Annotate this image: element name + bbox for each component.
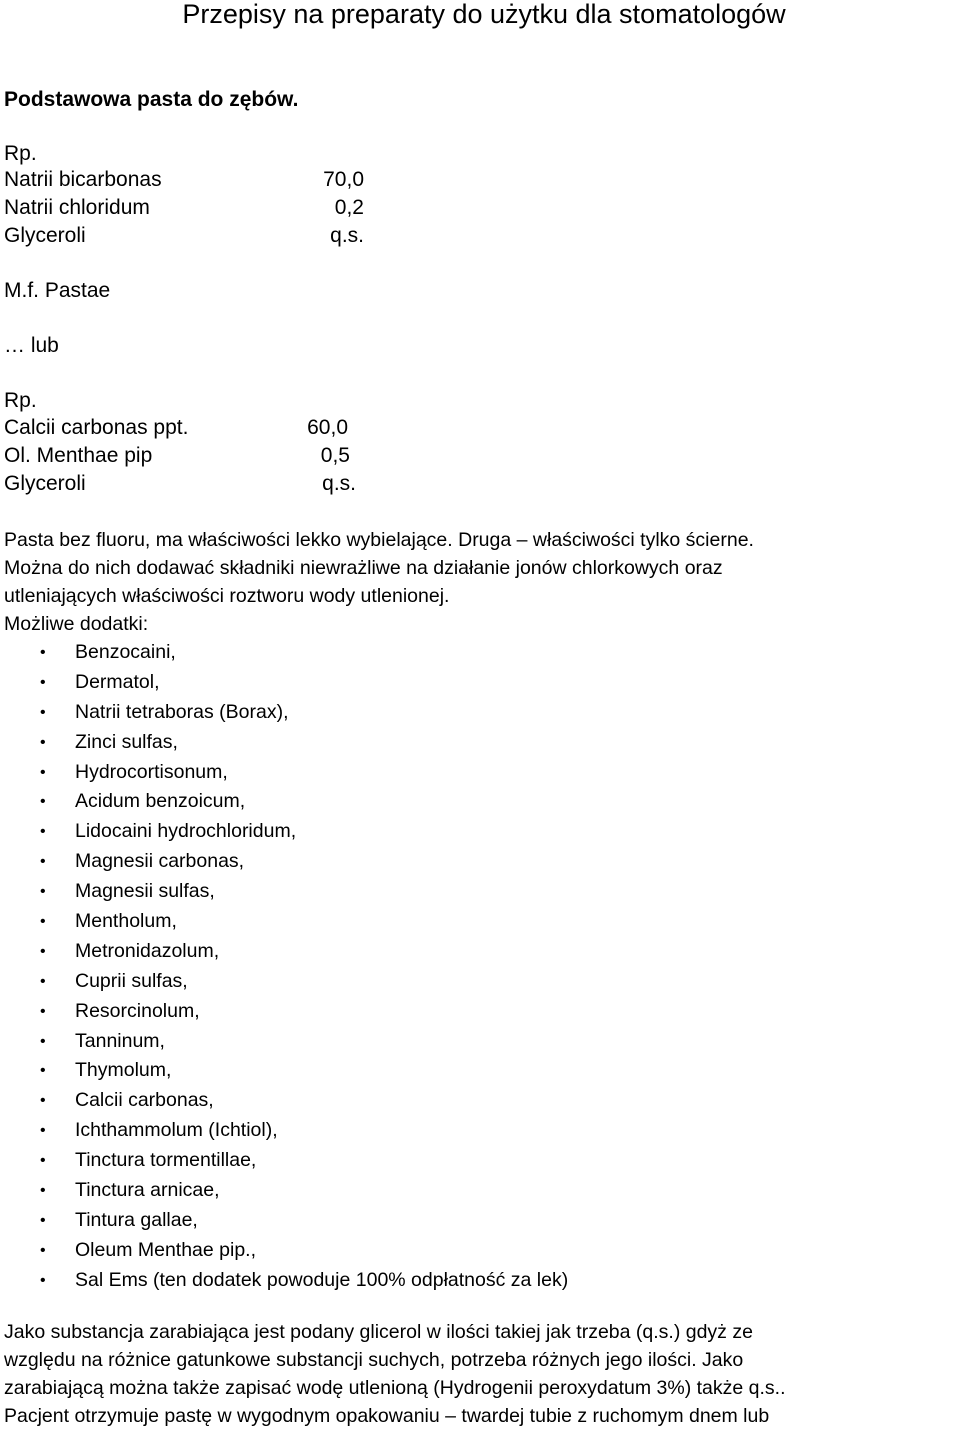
bullet-icon: • bbox=[40, 1152, 46, 1170]
bullet-icon: • bbox=[40, 673, 46, 691]
bullet-icon: • bbox=[40, 1182, 46, 1200]
document-page: Przepisy na preparaty do użytku dla stomatologów Podstawowa pasta do zębów. Rp. Natrii bicarbonas 70,0 Natrii chloridum 0,2 Glyceroli q.s. M.f. Pastae … lub Rp. Calcii carbonas ppt. 60,0 Ol. Menthae pip 0,5 Glyceroli q.s. Pasta bez fluoru, ma właściwości lekko wybielające. Druga – właściwości tylko ścierne. Można do nich dodawać składniki niewrażliwe na działanie jonów chlorkowych oraz utleniających właściwości roztworu wody utlenionej. Możliwe dodatki: • Benzocaini, • Dermatol, • Natrii tetraboras (Borax), • Zinci sulfas, • Hydrocortisonum, • Acidum benzoicum, • Lidocaini hydrochloridum, • Magnesii carbonas, • Magnesii sulfas, • Mentholum, • Metronidazolum, • Cuprii sulfas, • Resorcinolum, • Tanninum, • Thymolum, • Calcii carbonas, • Ichthammolum (Ichtiol), • Tinctura tormentillae, • Tinctura arnicae, • Tintura gallae, • Oleum Menthae pip., • Sal Ems (ten dodatek powoduje 100% odpłatność za lek) Jako substancja zarabiająca jest podany glicerol w ilości takiej jak trzeba (q.s.) gdyż ze względu na różnice gatunkowe substancji suchych, potrzeba różnych jego ilości. Jako zarabiającą można także zapisać wodę utlenioną (Hydrogenii peroxydatum 3%) także q.s.. Pacjent otrzymuje pastę w wygodnym opakowaniu – twardej tubie z ruchomym dnem lub bbox=[0, 0, 960, 1432]
ingredient-name: Glyceroli bbox=[4, 224, 86, 247]
section-heading: Podstawowa pasta do zębów. bbox=[4, 88, 299, 111]
or-text: … lub bbox=[4, 334, 59, 357]
bullet-icon: • bbox=[40, 853, 46, 871]
bullet-icon: • bbox=[40, 644, 46, 661]
bullet-icon: • bbox=[40, 913, 46, 931]
additives-intro: Możliwe dodatki: bbox=[4, 613, 149, 635]
ingredient-qty: 60,0 bbox=[307, 416, 348, 439]
ingredient-qty: q.s. bbox=[330, 224, 364, 247]
bullet-icon: • bbox=[40, 733, 46, 751]
ingredient-name: Glyceroli bbox=[4, 472, 86, 495]
recipe2-rp: Rp. bbox=[4, 389, 37, 412]
bullet-icon: • bbox=[40, 1032, 46, 1050]
paragraph-line: utleniających właściwości roztworu wody utlenionej. bbox=[4, 585, 450, 607]
bullet-icon: • bbox=[40, 823, 46, 841]
ingredient-qty: 70,0 bbox=[323, 168, 364, 191]
recipe1-row bbox=[4, 222, 364, 250]
bullet-icon: • bbox=[40, 1062, 46, 1080]
recipe1-row bbox=[4, 166, 364, 194]
paragraph-line: Jako substancja zarabiająca jest podany glicerol w ilości takiej jak trzeba (q.s.) gdyż ze bbox=[4, 1321, 753, 1343]
bullet-icon: • bbox=[40, 1002, 46, 1020]
bullet-icon: • bbox=[40, 793, 46, 811]
recipe2-row bbox=[4, 470, 356, 498]
bullet-icon: • bbox=[40, 883, 46, 901]
ingredient-name: Natrii bicarbonas bbox=[4, 168, 162, 191]
bullet-icon: • bbox=[40, 1211, 46, 1229]
bullet-icon: • bbox=[40, 1092, 46, 1110]
description-paragraph bbox=[4, 526, 954, 638]
bullet-icon: • bbox=[40, 703, 46, 721]
ingredient-name: Ol. Menthae pip bbox=[4, 444, 153, 467]
paragraph-line: Pacjent otrzymuje pastę w wygodnym opakowaniu – twardej tubie z ruchomym dnem lub bbox=[4, 1405, 770, 1427]
closing-paragraph bbox=[4, 1318, 956, 1430]
recipe1-rp: Rp. bbox=[4, 142, 37, 165]
bullet-icon: • bbox=[40, 972, 46, 990]
bullet-icon: • bbox=[40, 942, 46, 960]
recipe2-row bbox=[4, 414, 348, 442]
recipe2-row bbox=[4, 442, 350, 470]
bullet-icon: • bbox=[40, 1241, 46, 1259]
paragraph-line: Pasta bez fluoru, ma właściwości lekko wybielające. Druga – właściwości tylko ścierne. bbox=[4, 529, 754, 551]
ingredient-qty: q.s. bbox=[322, 472, 356, 495]
paragraph-line: zarabiającą można także zapisać wodę utlenioną (Hydrogenii peroxydatum 3%) także q.s.. bbox=[4, 1377, 786, 1399]
ingredient-qty: 0,2 bbox=[334, 196, 364, 219]
bullet-icon: • bbox=[40, 763, 46, 781]
bullet-icon: • bbox=[40, 1122, 46, 1140]
paragraph-line: Można do nich dodawać składniki niewrażliwe na działanie jonów chlorkowych oraz bbox=[4, 557, 723, 579]
bullet-icon: • bbox=[40, 1271, 46, 1289]
ingredient-qty: 0,5 bbox=[320, 444, 350, 467]
recipe1-mf: M.f. Pastae bbox=[4, 279, 111, 302]
paragraph-line: względu na różnice gatunkowe substancji suchych, potrzeba różnych jego ilości. Jako bbox=[4, 1349, 744, 1371]
document-title: Przepisy na preparaty do użytku dla stomatologów bbox=[182, 0, 786, 29]
ingredient-name: Calcii carbonas ppt. bbox=[4, 416, 189, 439]
ingredient-name: Natrii chloridum bbox=[4, 196, 150, 219]
recipe1-row bbox=[4, 194, 364, 222]
